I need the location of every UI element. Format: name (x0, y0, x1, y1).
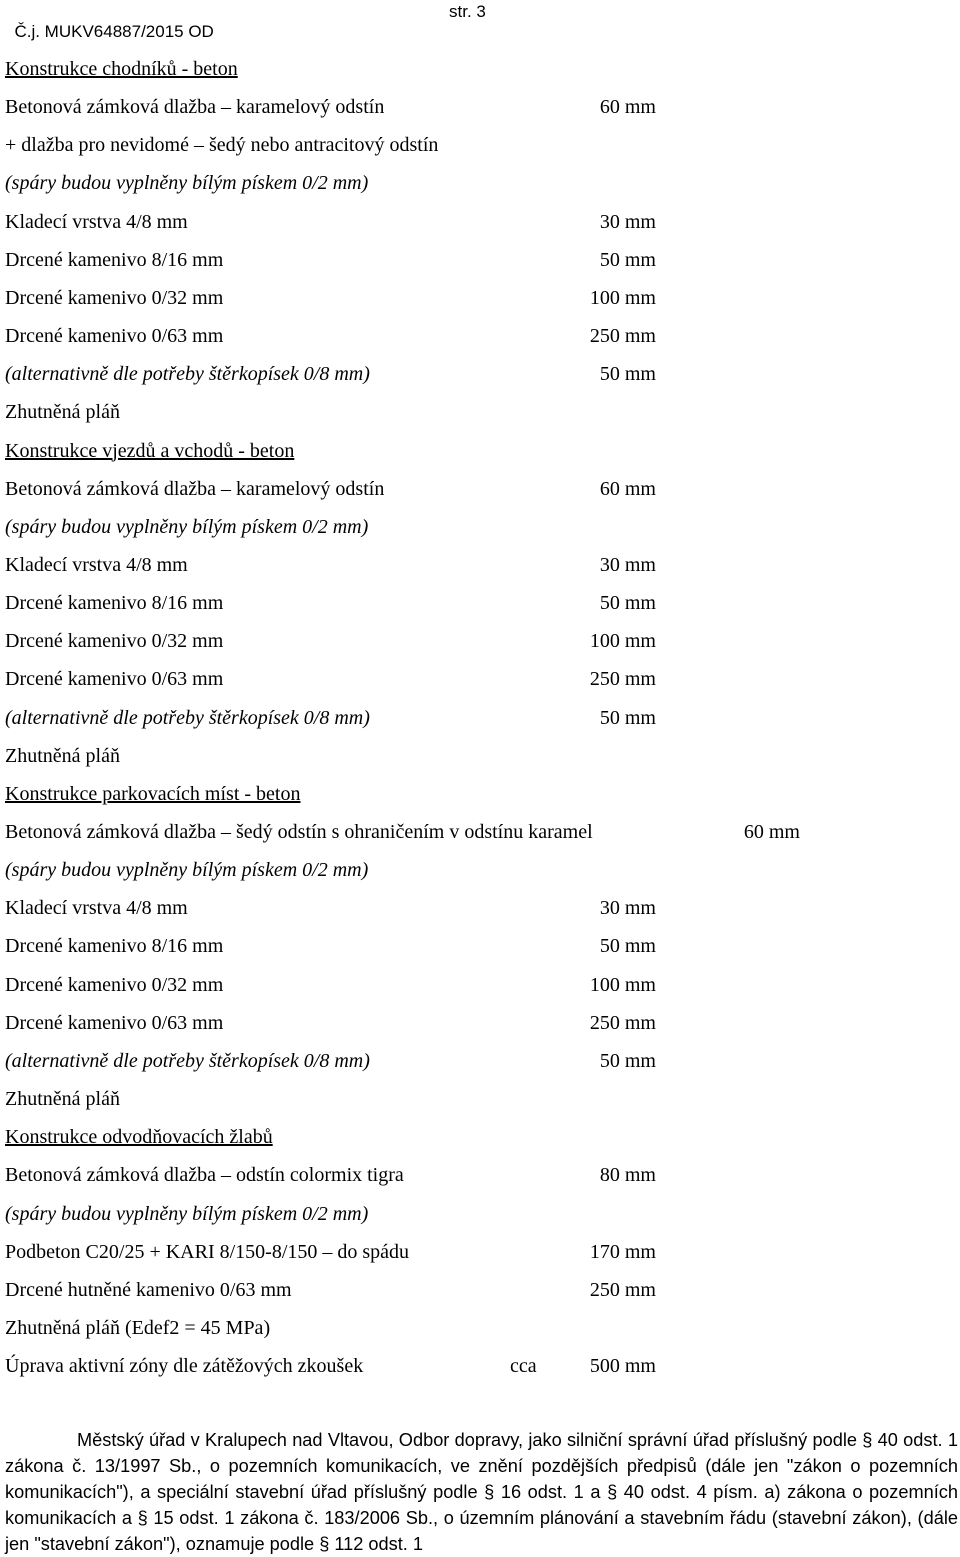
spec-label: Drcené kamenivo 0/63 mm (5, 668, 224, 691)
spec-thickness: 30 mm (599, 897, 656, 920)
spec-label: Zhutněná pláň (5, 744, 120, 767)
spec-thickness: 50 mm (599, 1049, 656, 1072)
spec-label: (spáry budou vyplněny bílým pískem 0/2 mm) (5, 172, 369, 195)
spec-label: (spáry budou vyplněny bílým pískem 0/2 mm) (5, 1202, 369, 1225)
spec-thickness: 50 mm (599, 935, 656, 958)
spec-label: Kladecí vrstva 4/8 mm (5, 553, 188, 576)
spec-label: Drcené hutněné kamenivo 0/63 mm (5, 1278, 292, 1301)
reference-number: Č.j. MUKV64887/2015 OD (14, 22, 214, 41)
spec-thickness: 60 mm (599, 96, 656, 119)
spec-label: Drcené kamenivo 0/63 mm (5, 325, 224, 348)
spec-thickness: 30 mm (599, 210, 656, 233)
spec-label: Drcené kamenivo 8/16 mm (5, 592, 224, 615)
spec-thickness: 50 mm (599, 592, 656, 615)
section-heading-text: Konstrukce parkovacích míst - beton (5, 782, 301, 805)
spec-label: Podbeton C20/25 + KARI 8/150-8/150 – do spádu (5, 1240, 410, 1263)
spec-label: Úprava aktivní zóny dle zátěžových zkoušek (5, 1355, 364, 1378)
section-heading-text: Konstrukce odvodňovacích žlabů (5, 1126, 273, 1149)
spec-label: Drcené kamenivo 0/63 mm (5, 1011, 224, 1034)
spec-thickness: 500 mm (589, 1355, 656, 1378)
spec-thickness: 100 mm (589, 630, 656, 653)
spec-label: Betonová zámková dlažba – odstín colormix tigra (5, 1164, 404, 1187)
spec-label: Drcené kamenivo 0/32 mm (5, 286, 224, 309)
spec-thickness: 250 mm (589, 1011, 656, 1034)
spec-label: Zhutněná pláň (5, 401, 120, 424)
spec-label: Betonová zámková dlažba – šedý odstín s ohraničením v odstínu karamel (5, 821, 593, 843)
page-number: str. 3 (449, 2, 486, 21)
spec-label: (alternativně dle potřeby štěrkopísek 0/8 mm) (5, 363, 370, 386)
spec-label: (spáry budou vyplněny bílým pískem 0/2 mm) (5, 515, 369, 538)
spec-prefix: cca (510, 1355, 537, 1378)
spec-label: Zhutněná pláň (5, 1088, 120, 1111)
spec-thickness: 60 mm (599, 477, 656, 500)
spec-thickness: 60 mm (743, 821, 800, 843)
spec-thickness: 250 mm (589, 325, 656, 348)
spec-label: (alternativně dle potřeby štěrkopísek 0/8 mm) (5, 1049, 370, 1072)
spec-thickness: 100 mm (589, 973, 656, 996)
spec-label: Drcené kamenivo 0/32 mm (5, 630, 224, 653)
section-heading-text: Konstrukce chodníků - beton (5, 58, 238, 80)
spec-label: Drcené kamenivo 8/16 mm (5, 248, 224, 271)
spec-thickness: 50 mm (599, 248, 656, 271)
spec-label: Zhutněná pláň (Edef2 = 45 MPa) (5, 1316, 271, 1339)
spec-label: Drcené kamenivo 8/16 mm (5, 935, 224, 958)
spec-thickness: 170 mm (589, 1240, 656, 1263)
document-header (5, 2, 486, 62)
spec-thickness: 50 mm (599, 706, 656, 729)
spec-thickness: 250 mm (589, 1278, 656, 1301)
legal-paragraph: Městský úřad v Kralupech nad Vltavou, Odbor dopravy, jako silniční správní úřad příslušný podle § 40 odst. 1 zákona č. 13/1997 Sb., o pozemních komunikacích, ve znění pozdějších předpisů (dále jen "zákon o pozemních komunikacích"), a speciální stavební úřad příslušný podle § 16 odst. 1 a § 40 odst. 4 písm. a) zákona o pozemních komunikacích a § 15 odst. 1 zákona č. 183/2006 Sb., o územním plánování a stavebním řádu (stavební zákon), (dále jen "stavební zákon"), oznamuje podle § 112 odst. 1 (5, 1430, 958, 1554)
spec-thickness: 50 mm (599, 363, 656, 386)
spec-label: (spáry budou vyplněny bílým pískem 0/2 mm) (5, 859, 369, 882)
spec-label: Kladecí vrstva 4/8 mm (5, 897, 188, 920)
spec-label: + dlažba pro nevidomé – šedý nebo antracitový odstín (5, 134, 439, 157)
spec-label: Drcené kamenivo 0/32 mm (5, 973, 224, 996)
spec-label: Betonová zámková dlažba – karamelový odstín (5, 96, 385, 119)
spec-label: Kladecí vrstva 4/8 mm (5, 210, 188, 233)
spec-thickness: 30 mm (599, 553, 656, 576)
spec-thickness: 250 mm (589, 668, 656, 691)
spec-thickness: 100 mm (589, 286, 656, 309)
section-heading-text: Konstrukce vjezdů a vchodů - beton (5, 439, 295, 462)
spec-label: Betonová zámková dlažba – karamelový odstín (5, 477, 385, 500)
spec-thickness: 80 mm (599, 1164, 656, 1187)
spec-label: (alternativně dle potřeby štěrkopísek 0/8 mm) (5, 706, 370, 729)
